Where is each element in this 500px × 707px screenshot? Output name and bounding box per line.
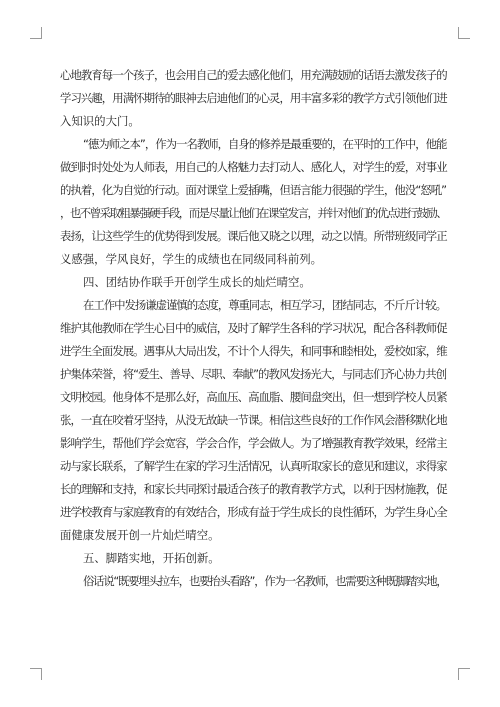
body-line: 学习兴趣，用满怀期待的眼神去启迪他们的心灵，用丰富多彩的教学方式引领他们进	[60, 91, 447, 105]
body-line: 的执着，化为自觉的行动。面对课堂上爱插嘴，但语言能力很强的学生，他没“怒吼”	[60, 183, 447, 197]
body-line: 进学生全面发展。遇事从大局出发，不计个人得失，和同事和睦相处，爱校如家，维	[60, 344, 447, 358]
body-line: 动与家长联系，了解学生在家的学习生活情况，认真听取家长的意见和建议，求得家	[60, 459, 447, 473]
crop-mark-top-left	[30, 27, 42, 39]
body-line: 进学校教育与家庭教育的有效结合，形成有益于学生成长的良性循环，为学生身心全	[60, 505, 447, 519]
body-line: 影响学生，帮他们学会宽容，学会合作，学会做人。为了增强教育教学效果，经常主	[60, 436, 447, 450]
body-line: 心地教育每一个孩子，也会用自己的爱去感化他们，用充满鼓励的话语去激发孩子的	[60, 68, 447, 82]
body-line: 维护其他教师在学生心目中的威信，及时了解学生各科的学习状况，配合各科教师促	[60, 321, 447, 335]
paragraph-first-line: 在工作中发扬谦虚谨慎的态度，尊重同志，相互学习，团结同志，不斤斤计较。	[83, 298, 446, 312]
body-line: 入知识的大门。	[60, 114, 140, 128]
crop-mark-bottom-left	[30, 668, 42, 680]
body-line: 表扬，让这些学生的优势得到发展。课后他又晓之以理，动之以情。所带班级同学正	[60, 229, 447, 243]
body-line: 护集体荣誉，将“爱生、善导、尽职、奉献”的教风发扬光大，与同志们齐心协力共创	[60, 367, 447, 381]
body-line: 张，一直在咬着牙坚持，从没无故缺一节课。相信这些良好的工作作风会潜移默化地	[60, 413, 447, 427]
body-line: 做到时时处处为人师表，用自己的人格魅力去打动人、感化人，对学生的爱，对事业	[60, 160, 447, 174]
body-line: 面健康发展开创一片灿烂晴空。	[60, 528, 220, 542]
body-line: ，也不曾采取粗暴强硬手段，而是尽量让他们在课堂发言，并针对他们的优点进行鼓励、	[60, 206, 447, 220]
crop-mark-bottom-right	[458, 668, 470, 680]
crop-mark-top-right	[458, 27, 470, 39]
body-line: 义感强，学风良好，学生的成绩也在同级同科前列。	[60, 252, 322, 266]
document-body	[60, 64, 448, 593]
paragraph-first-line: “德为师之本”，作为一名教师，自身的修养是最重要的，在平时的工作中，他能	[83, 137, 447, 151]
section-heading: 五、脚踏实地，开拓创新。	[83, 551, 220, 565]
body-line: 长的理解和支持，和家长共同探讨最适合孩子的教育教学方式，以利于因材施教，促	[60, 482, 447, 496]
body-line: 文明校园。他身体不是那么好，高血压、高血脂、腰间盘突出，但一想到学校人员紧	[60, 390, 447, 404]
section-heading: 四、团结协作联手开创学生成长的灿烂晴空。	[83, 275, 311, 289]
paragraph-first-line: 俗话说“既要埋头拉车，也要抬头看路”，作为一名教师，也需要这种既脚踏实地，	[83, 574, 447, 588]
